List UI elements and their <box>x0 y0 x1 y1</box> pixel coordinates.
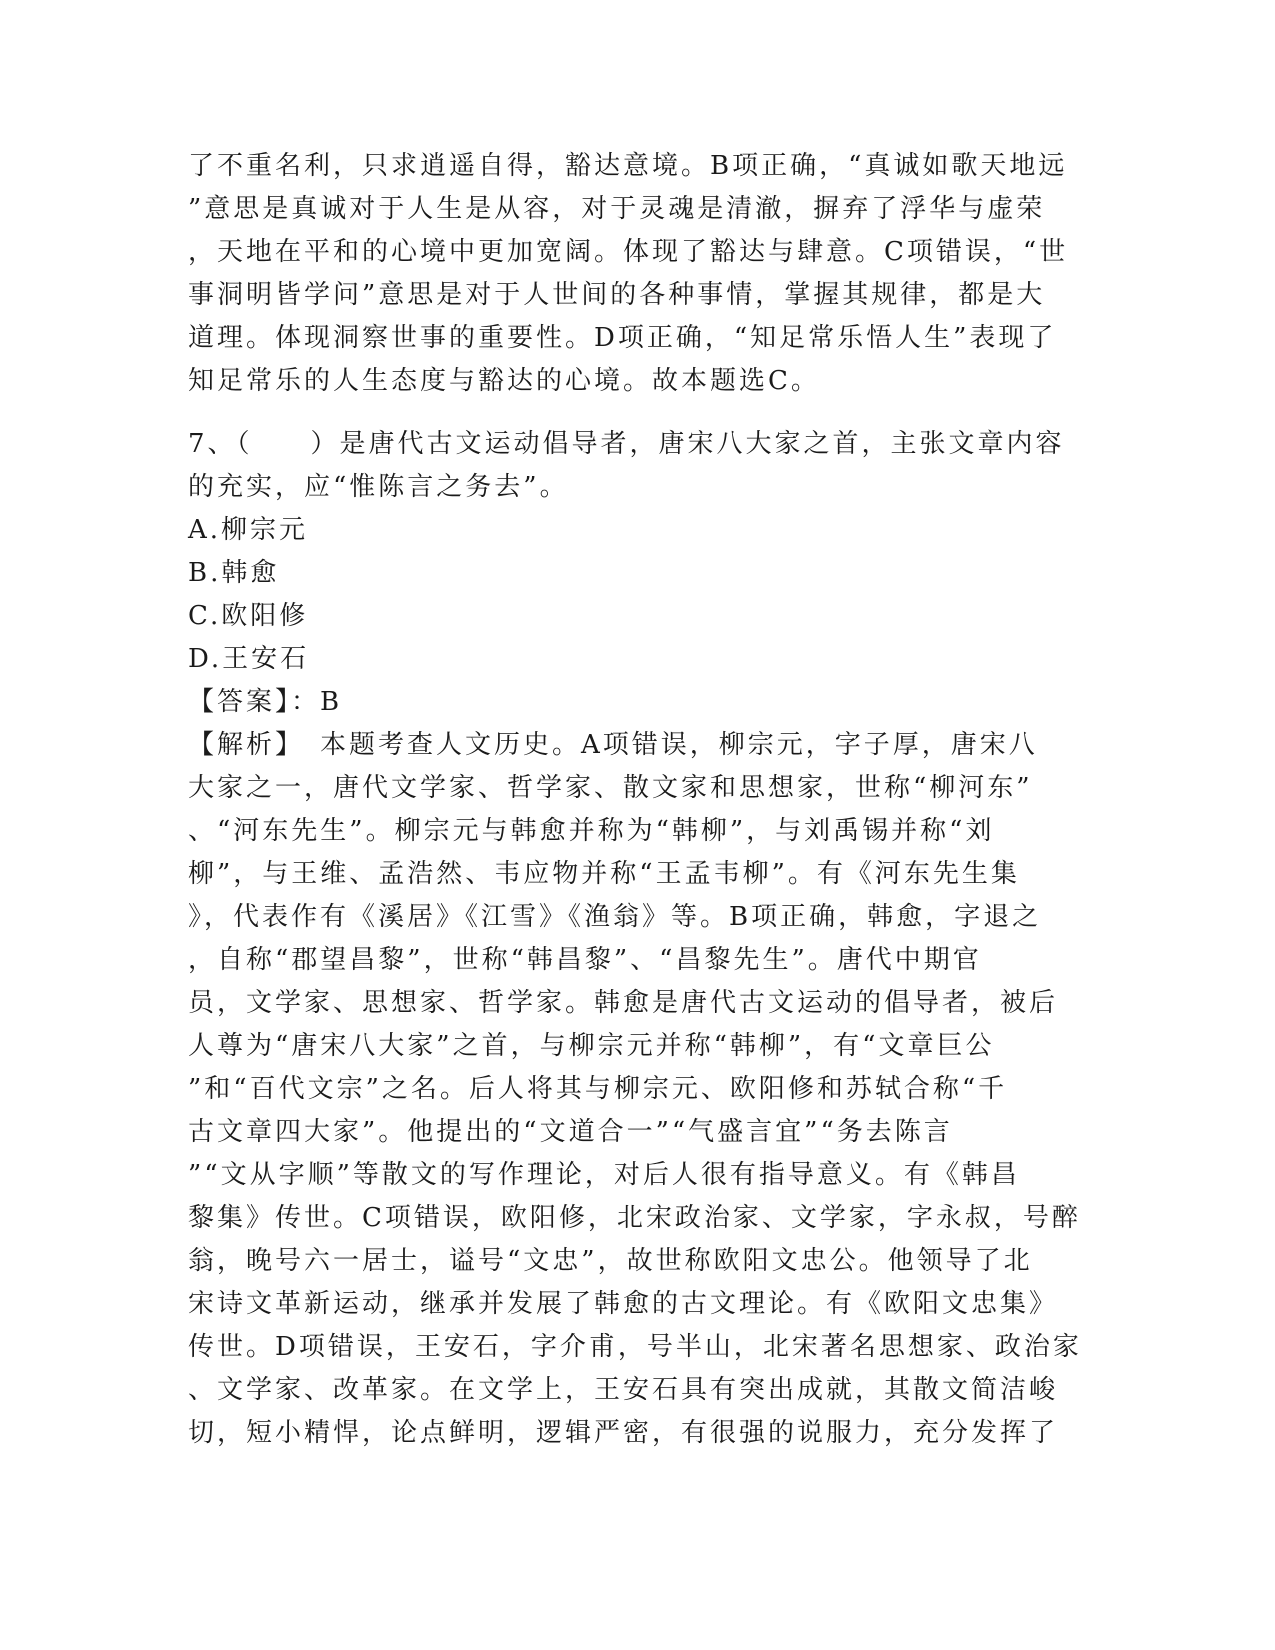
answer-line: 【答案】：B <box>188 687 343 717</box>
question-7 <box>188 423 1088 1455</box>
option-d: D.王安石 <box>188 644 310 674</box>
explanation-line: ”和“百代文宗”之名。后人将其与柳宗元、欧阳修和苏轼合称“千 <box>188 1074 1008 1104</box>
text-line: 知足常乐的人生态度与豁达的心境。故本题选C。 <box>188 366 820 396</box>
document-page <box>188 145 1088 1455</box>
explanation-line: 人尊为“唐宋八大家”之首，与柳宗元并称“韩柳”，有“文章巨公 <box>188 1031 995 1061</box>
explanation-line: 柳”，与王维、孟浩然、韦应物并称“王孟韦柳”。有《河东先生集 <box>188 859 1020 889</box>
text-line: ，天地在平和的心境中更加宽阔。体现了豁达与肆意。C项错误，“世 <box>188 237 1069 267</box>
explanation-line: 宋诗文革新运动，继承并发展了韩愈的古文理论。有《欧阳文忠集》 <box>188 1289 1059 1319</box>
option-b: B.韩愈 <box>188 558 280 588</box>
explanation-line: 、文学家、改革家。在文学上，王安石具有突出成就，其散文简洁峻 <box>188 1375 1059 1405</box>
explanation-line: 切，短小精悍，论点鲜明，逻辑严密，有很强的说服力，充分发挥了 <box>188 1418 1059 1448</box>
explanation-line: 翁，晚号六一居士，谥号“文忠”，故世称欧阳文忠公。他领导了北 <box>188 1246 1033 1276</box>
explanation <box>188 724 1088 1455</box>
explanation-line: 【解析】 本题考查人文历史。A项错误，柳宗元，字子厚，唐宋八 <box>188 730 1038 760</box>
option-a: A.柳宗元 <box>188 515 309 545</box>
explanation-line: 黎集》传世。C项错误，欧阳修，北宋政治家、文学家，字永叔，号醉 <box>188 1203 1081 1233</box>
question-stem-line: 的充实，应“惟陈言之务去”。 <box>188 472 569 502</box>
text-line: 了不重名利，只求逍遥自得，豁达意境。B项正确，“真诚如歌天地远 <box>188 151 1068 181</box>
explanation-line: ”“文从字顺”等散文的写作理论，对后人很有指导意义。有《韩昌 <box>188 1160 1020 1190</box>
text-line: ”意思是真诚对于人生是从容，对于灵魂是清澈，摒弃了浮华与虚荣 <box>188 194 1046 224</box>
explanation-line: 大家之一，唐代文学家、哲学家、散文家和思想家，世称“柳河东” <box>188 773 1033 803</box>
previous-explanation <box>188 145 1088 403</box>
text-line: 道理。体现洞察世事的重要性。D项正确，“知足常乐悟人生”表现了 <box>188 323 1057 353</box>
question-stem-line: 7、（ ）是唐代古文运动倡导者，唐宋八大家之首，主张文章内容 <box>188 429 1065 459</box>
text-line: 事洞明皆学问”意思是对于人世间的各种事情，掌握其规律，都是大 <box>188 280 1046 310</box>
explanation-line: 》，代表作有《溪居》《江雪》《渔翁》等。B项正确，韩愈，字退之 <box>188 902 1042 932</box>
explanation-line: 员，文学家、思想家、哲学家。韩愈是唐代古文运动的倡导者，被后 <box>188 988 1059 1018</box>
explanation-line: 、“河东先生”。柳宗元与韩愈并称为“韩柳”，与刘禹锡并称“刘 <box>188 816 995 846</box>
paragraph-gap <box>188 403 1088 423</box>
explanation-line: 传世。D项错误，王安石，字介甫，号半山，北宋著名思想家、政治家 <box>188 1332 1082 1362</box>
explanation-line: 古文章四大家”。他提出的“文道合一”“气盛言宜”“务去陈言 <box>188 1117 953 1147</box>
option-c: C.欧阳修 <box>188 601 309 631</box>
explanation-line: ，自称“郡望昌黎”，世称“韩昌黎”、“昌黎先生”。唐代中期官 <box>188 945 982 975</box>
